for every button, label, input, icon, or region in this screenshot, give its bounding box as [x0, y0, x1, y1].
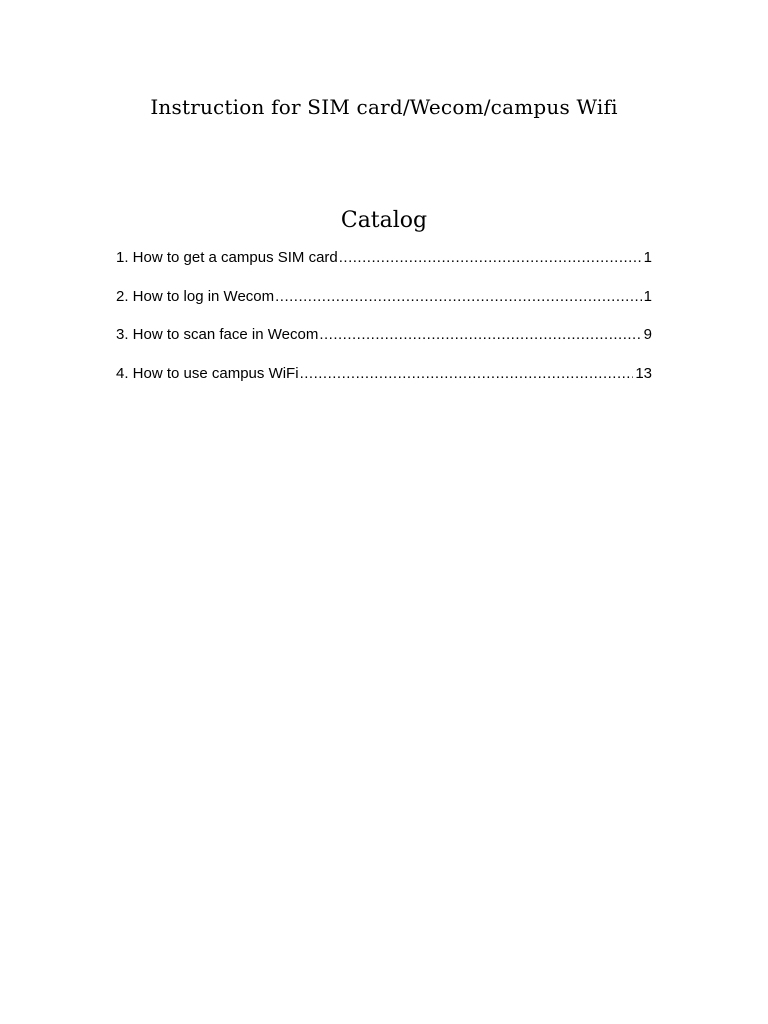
toc-dot-leader [339, 246, 642, 270]
toc-dot-leader [319, 323, 641, 347]
document-title: Instruction for SIM card/Wecom/campus Wifi [150, 95, 618, 119]
toc-entry-face-scan[interactable] [116, 323, 652, 362]
catalog-heading: Catalog [340, 208, 428, 233]
toc-page-number: 13 [635, 364, 652, 382]
toc-entry-label: 2. How to log in Wecom [116, 287, 275, 305]
table-of-contents [116, 246, 652, 400]
toc-entry-label: 1. How to get a campus SIM card [116, 249, 338, 266]
toc-page-number: 9 [643, 326, 652, 343]
toc-dot-leader [275, 285, 642, 309]
toc-page-number: 1 [643, 287, 652, 305]
toc-entry-label: 4. How to use campus WiFi [116, 364, 299, 382]
toc-entry-label: 3. How to scan face in Wecom [116, 326, 319, 343]
toc-dot-leader [300, 362, 634, 386]
toc-entry-campus-wifi[interactable] [116, 362, 652, 401]
toc-page-number: 1 [643, 249, 652, 266]
toc-entry-wecom-login[interactable] [116, 285, 652, 324]
toc-entry-sim-card[interactable] [116, 246, 652, 285]
